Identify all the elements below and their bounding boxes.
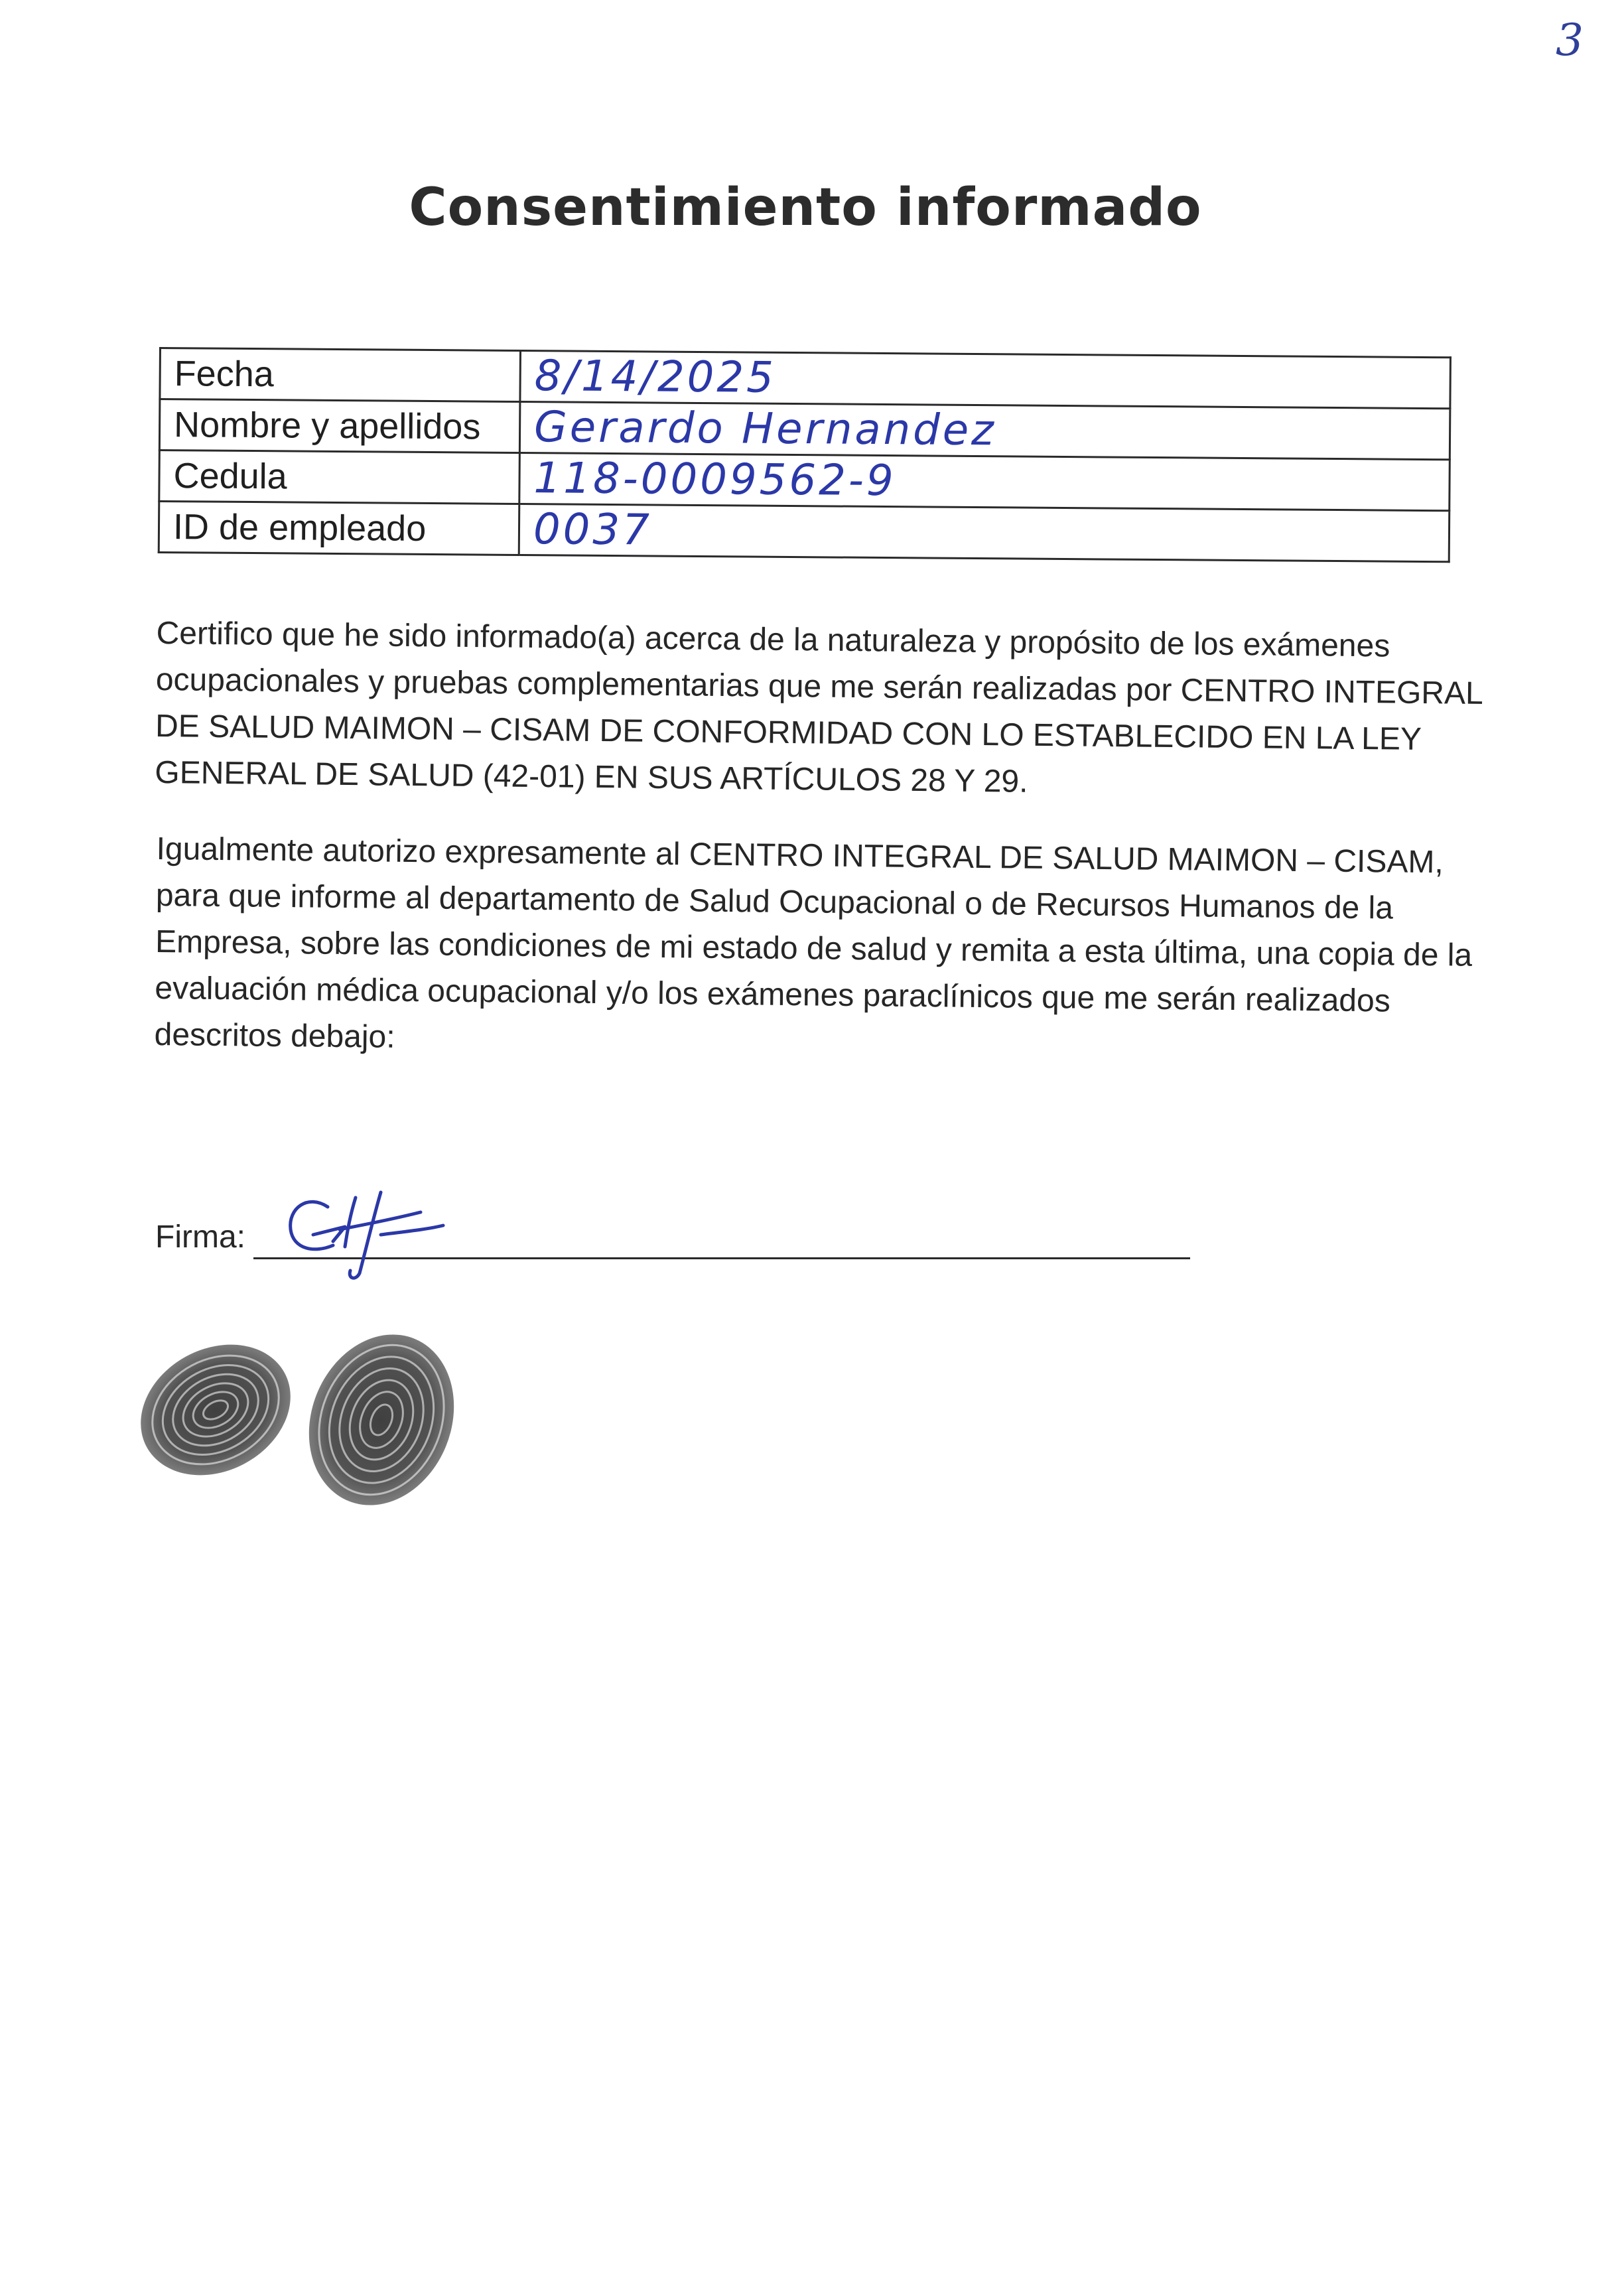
field-value-id-empleado: 0037	[519, 504, 1450, 561]
table-row	[159, 451, 1450, 511]
consent-paragraph-1: Certifico que he sido informado(a) acerca de la naturaleza y propósito de los exámenes ocupacionales y pruebas complementarias que me serán realizadas por CENTRO INTEGRAL DE SALUD MAIMON – CISAM DE CONFORMIDAD CON LO ESTABLECIDO EN LA LEY GENERAL DE SALUD (42-01) EN SUS ARTÍCULOS 28 Y 29.	[155, 615, 1483, 799]
signature-row	[155, 1211, 1190, 1284]
handwritten-page-number: 3	[1556, 15, 1584, 66]
field-label-id-empleado: ID de empleado	[159, 502, 519, 555]
left-fingerprint	[133, 1319, 313, 1500]
table-row	[160, 348, 1451, 409]
field-value-cedula: 118-0009562-9	[519, 452, 1450, 510]
field-value-fecha: 8/14/2025	[520, 350, 1451, 408]
signature-label: Firma:	[155, 1219, 245, 1255]
consent-paragraph-2: Igualmente autorizo expresamente al CENTRO INTEGRAL DE SALUD MAIMON – CISAM, para que informe al departamento de Salud Ocupacional o de Recursos Humanos de la Empresa, sobre las condiciones de mi estado de salud y remita a esta última, una copia de la evaluación médica ocupacional y/o los exámenes paraclínicos que me serán realizados descritos debajo:	[154, 831, 1473, 1055]
field-label-nombre: Nombre y apellidos	[159, 399, 520, 453]
field-value-nombre: Gerardo Hernandez	[519, 401, 1450, 459]
table-row	[159, 399, 1450, 460]
fingerprints-image	[133, 1310, 478, 1523]
handwritten-signature	[281, 1188, 454, 1281]
right-fingerprint	[284, 1312, 478, 1523]
field-label-cedula: Cedula	[159, 451, 520, 504]
document-title: Consentimiento informado	[409, 178, 1202, 238]
personal-info-table	[158, 347, 1452, 563]
table-row	[159, 502, 1450, 562]
field-label-fecha: Fecha	[160, 348, 521, 402]
